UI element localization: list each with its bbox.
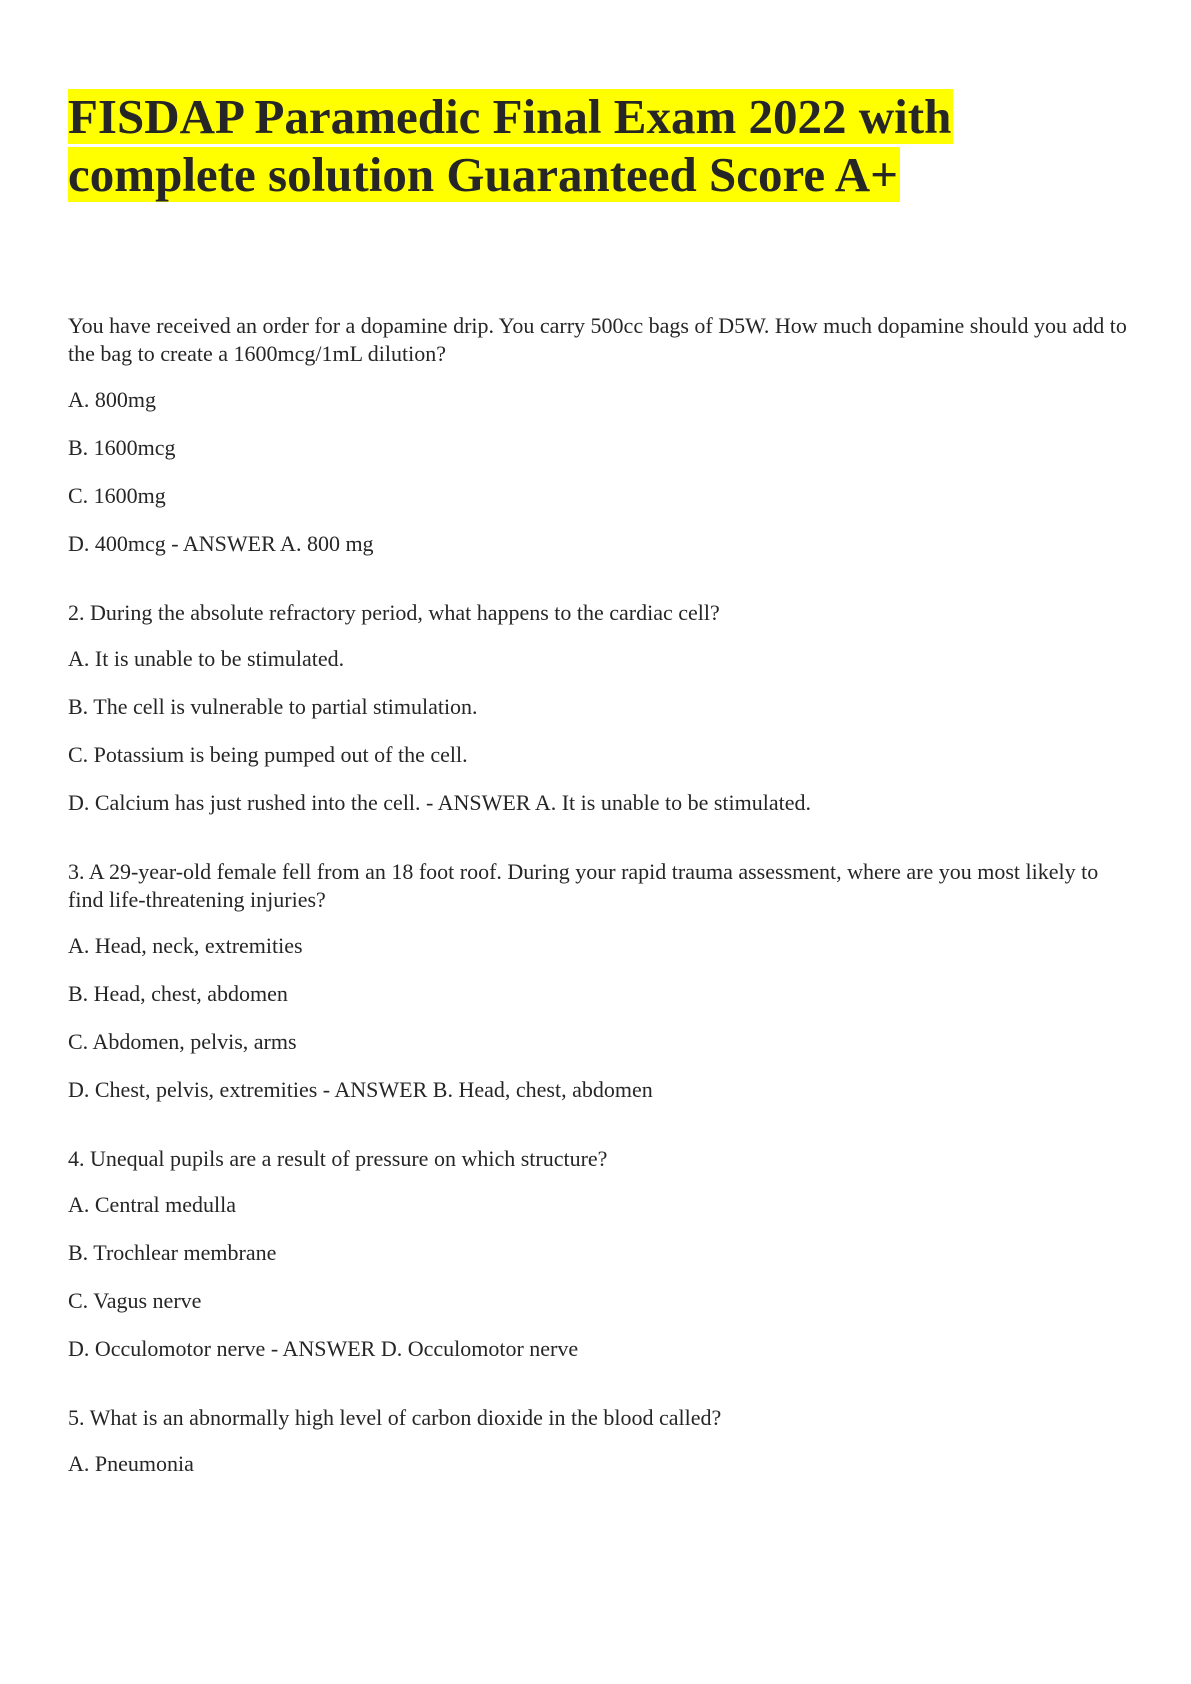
- title-line-1: FISDAP Paramedic Final Exam 2022 with: [68, 89, 952, 144]
- question-prompt: 5. What is an abnormally high level of carbon dioxide in the blood called?: [68, 1405, 722, 1430]
- answer-option: A. Head, neck, extremities: [68, 933, 303, 958]
- answer-option: B. The cell is vulnerable to partial stimulation.: [68, 694, 478, 719]
- question-2: [68, 599, 1128, 817]
- question-3: [68, 858, 1128, 1104]
- question-4: [68, 1145, 1128, 1363]
- question-prompt: 2. During the absolute refractory period, what happens to the cardiac cell?: [68, 600, 720, 625]
- answer-option: A. It is unable to be stimulated.: [68, 646, 345, 671]
- answer-option: D. Chest, pelvis, extremities - ANSWER B. Head, chest, abdomen: [68, 1077, 653, 1102]
- answer-option: D. Occulomotor nerve - ANSWER D. Occulomotor nerve: [68, 1336, 579, 1361]
- document-title: [68, 88, 1068, 204]
- answer-option: C. Abdomen, pelvis, arms: [68, 1029, 297, 1054]
- question-5: [68, 1404, 1128, 1478]
- answer-option: A. 800mg: [68, 387, 156, 412]
- answer-option: A. Central medulla: [68, 1192, 237, 1217]
- title-line-2: complete solution Guaranteed Score A+: [68, 147, 899, 202]
- answer-option: B. 1600mcg: [68, 435, 176, 460]
- answer-option: D. 400mcg - ANSWER A. 800 mg: [68, 531, 374, 556]
- answer-option: C. Vagus nerve: [68, 1288, 202, 1313]
- question-prompt: 3. A 29-year-old female fell from an 18 foot roof. During your rapid trauma assessment, where are you most likely to find life-threatening injuries?: [68, 859, 1099, 912]
- answer-option: A. Pneumonia: [68, 1451, 194, 1476]
- question-prompt: 4. Unequal pupils are a result of pressure on which structure?: [68, 1146, 608, 1171]
- question-prompt: You have received an order for a dopamine drip. You carry 500cc bags of D5W. How much dopamine should you add to the bag to create a 1600mcg/1mL dilution?: [68, 313, 1127, 366]
- answer-option: D. Calcium has just rushed into the cell. - ANSWER A. It is unable to be stimulated.: [68, 790, 812, 815]
- answer-option: B. Head, chest, abdomen: [68, 981, 288, 1006]
- answer-option: C. Potassium is being pumped out of the cell.: [68, 742, 468, 767]
- answer-option: B. Trochlear membrane: [68, 1240, 277, 1265]
- question-1: [68, 312, 1128, 558]
- question-list: [68, 312, 1128, 1519]
- answer-option: C. 1600mg: [68, 483, 166, 508]
